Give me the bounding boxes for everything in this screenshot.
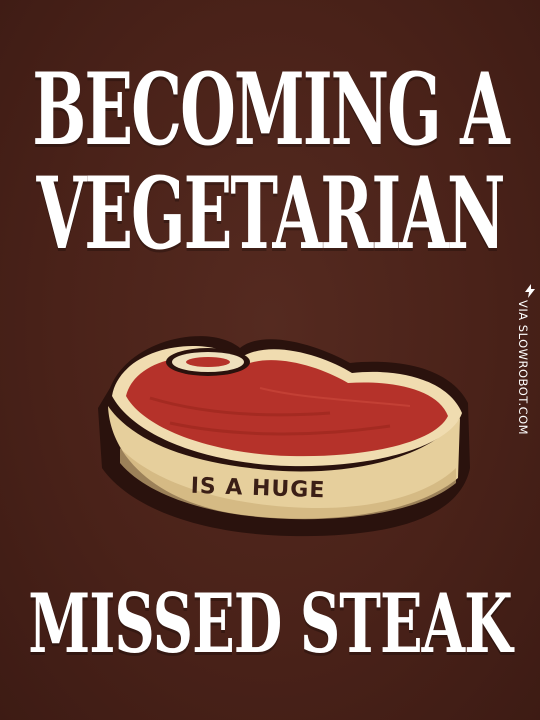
lightning-bolt-icon — [524, 284, 536, 298]
steak-label: IS A HUGE — [190, 473, 326, 504]
watermark-text: VIA SLOWROBOT.COM — [516, 300, 530, 436]
headline-line-1: BECOMING A — [32, 52, 508, 169]
punchline: MISSED STEAK — [28, 576, 512, 673]
headline-line-2: VEGETARIAN — [36, 156, 504, 273]
steak-icon — [90, 318, 480, 548]
